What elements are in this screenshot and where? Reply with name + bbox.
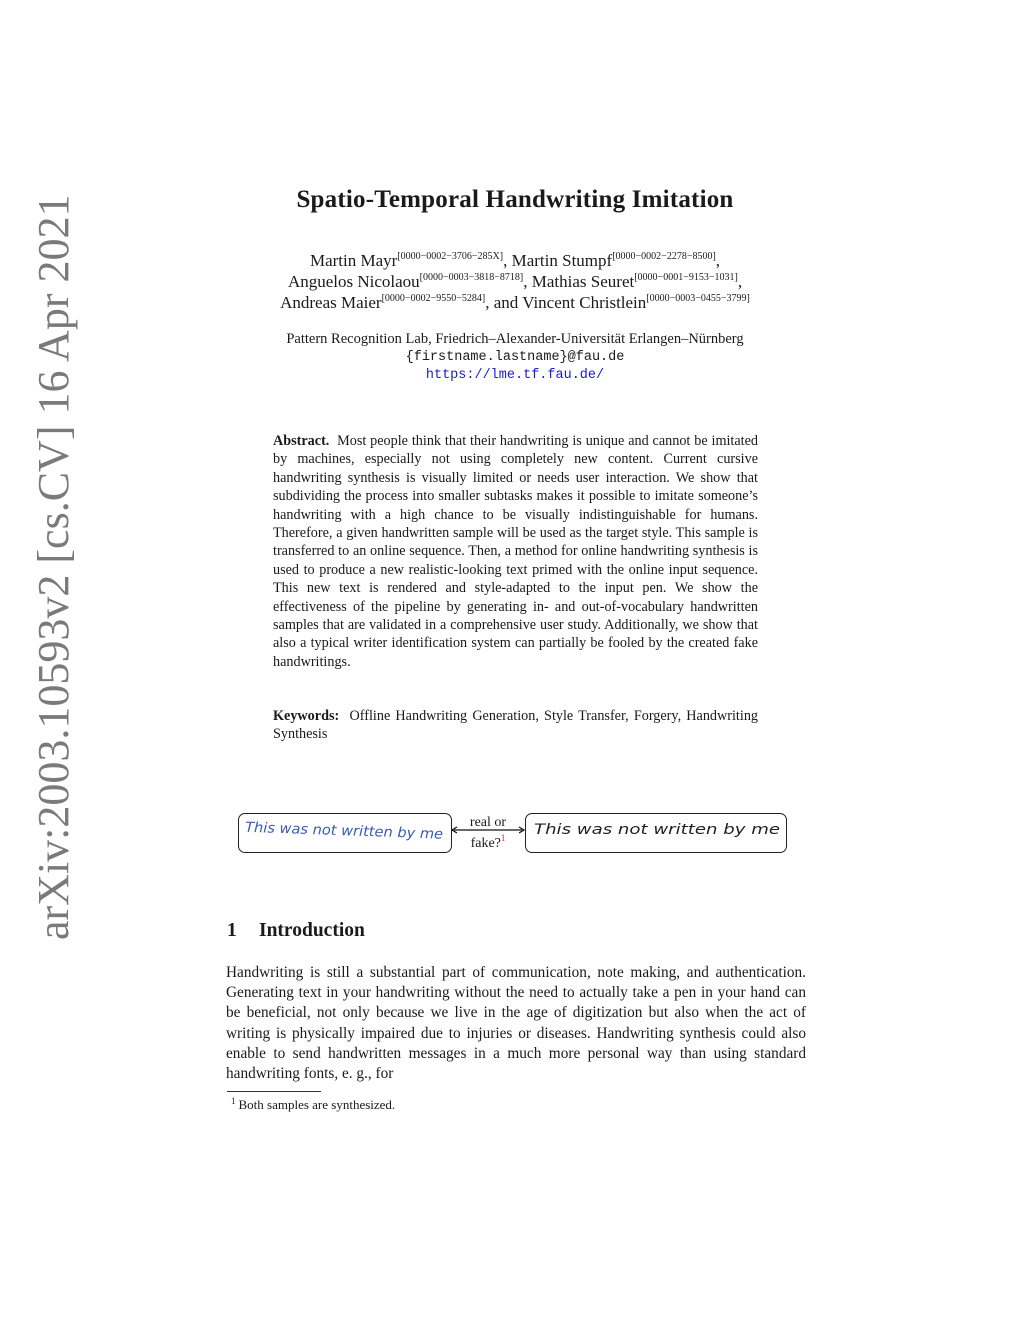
author-name: Andreas Maier (280, 293, 382, 312)
author-orcid: [0000−0003−3818−8718] (419, 272, 524, 283)
handwriting-sample-right (525, 813, 787, 853)
arxiv-stamp (0, 0, 90, 1325)
keywords (273, 707, 758, 744)
keywords-label: Keywords: (273, 708, 340, 724)
footnote-ref[interactable]: 1 (500, 833, 506, 843)
abstract-text: Most people think that their handwriting is unique and cannot be imitated by machines, especially not using completely new content. Current cursive handwriting synthesis is visually limited or needs user interaction. We show that subdividing the process into smaller subtasks makes it possible to imitate someone’s handwriting with a high chance to be visually indistinguishable for humans. Therefore, a given handwritten sample will be used as the target style. This sample is transferred to an online sequence. Then, a method for online handwriting synthesis is used to produce a new realistic-looking text primed with the online input sequence. This new text is rendered and style-adapted to the input pen. We show the effectiveness of the pipeline by generating in- and out-of-vocabulary handwritten samples that are validated in a comprehensive user study. Additionally, we show that also a typical writer identification system can partially be fooled by the created fake handwritings. (273, 433, 759, 670)
author-list (180, 250, 850, 313)
author-name: Anguelos Nicolaou (287, 272, 420, 291)
handwriting-image-right (526, 814, 786, 852)
arxiv-stamp-text: arXiv:2003.10593v2 [cs.CV] 16 Apr 2021 (29, 194, 78, 940)
author-name: Vincent Christlein (522, 293, 647, 312)
section-paragraph: Handwriting is still a substantial part of communication, note making, and authentication. Generating text in your handwriting without the need to actually take a pen in your hand can be beneficial, not only because we live in the age of digitization but also when the act of writing is physically impaired due to injuries or diseases. Handwriting synthesis could also enable to send handwritten messages in a much more personal way than using standard handwriting fonts, e. g., for (226, 964, 806, 1083)
fake-label: fake? (470, 836, 501, 851)
section-number: 1 (227, 920, 237, 941)
author-separator: , (737, 272, 743, 291)
affiliation-lab: Pattern Recognition Lab, Friedrich–Alexander-Universität Erlangen–Nürnberg (286, 331, 744, 347)
author-separator: , (523, 272, 532, 291)
author-orcid: [0000−0001−9153−1031] (634, 272, 738, 283)
footnote (231, 1096, 395, 1113)
handwriting-sample-left (238, 813, 452, 853)
section-heading (227, 920, 365, 942)
affiliation-url-link[interactable]: https://lme.tf.fau.de/ (425, 368, 605, 383)
author-orcid: [0000−0002−3706−285X] (397, 251, 504, 262)
author-orcid: [0000−0002−9550−5284] (381, 293, 486, 304)
author-separator: , (503, 251, 512, 270)
author-orcid: [0000−0002−2278−8500] (612, 251, 716, 262)
author-separator: , (715, 251, 721, 270)
footnote-text: Both samples are synthesized. (238, 1097, 396, 1112)
author-name: Mathias Seuret (531, 272, 635, 291)
footnote-mark: 1 (231, 1096, 236, 1106)
abstract (273, 432, 758, 671)
abstract-label: Abstract. (273, 433, 330, 449)
author-orcid: [0000−0003−0455−3799] (646, 293, 750, 304)
handwriting-text-left: This was not written by me (244, 819, 436, 843)
real-or-fake-label (452, 814, 524, 852)
keywords-text: Offline Handwriting Generation, Style Transfer, Forgery, Handwriting Synthesis (273, 708, 759, 743)
author-separator: , and (485, 293, 523, 312)
handwriting-text-right: This was not written by me (534, 822, 780, 838)
handwriting-image-left (239, 814, 451, 852)
teaser-figure (238, 810, 788, 856)
paper-title: Spatio-Temporal Handwriting Imitation (296, 186, 734, 213)
real-or-label: real or (469, 815, 507, 830)
footnote-divider (227, 1091, 321, 1092)
affiliation-email: {firstname.lastname}@fau.de (405, 349, 625, 365)
author-name: Martin Stumpf (511, 251, 613, 270)
section-title: Introduction (259, 920, 365, 941)
affiliation-block (180, 330, 850, 386)
author-name: Martin Mayr (309, 251, 398, 270)
